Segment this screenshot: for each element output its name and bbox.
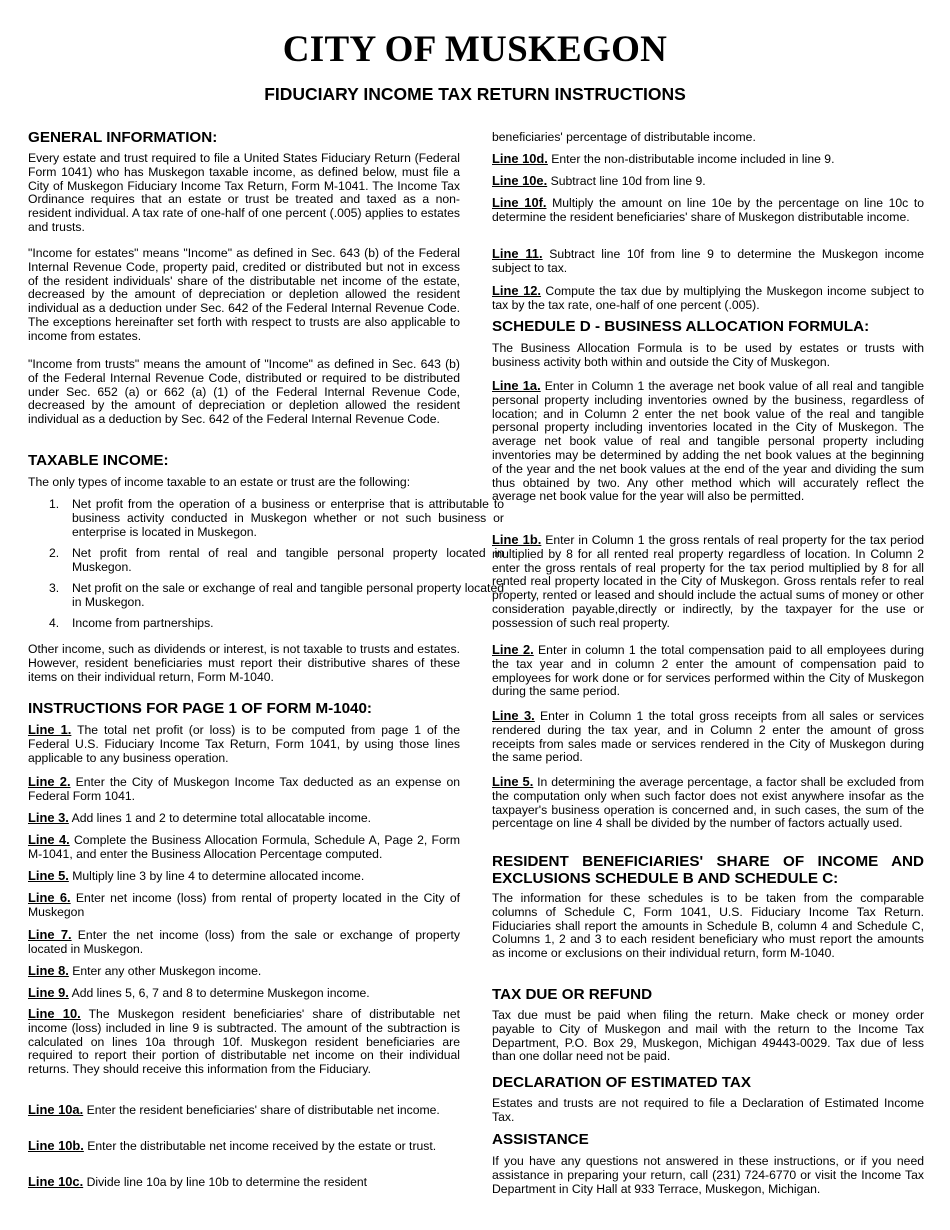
list-item: 2. Net profit from rental of real and tangible personal property located in Muskegon.: [49, 545, 504, 574]
section-heading-estimated: DECLARATION OF ESTIMATED TAX: [492, 1074, 752, 1091]
line-item: Line 1a. Enter in Column 1 the average net book value of all real and tangible personal property including inventories owned by the business, regardless of location; and in Column 2 enter the net book value of the real and tangible personal property including inventories located in the City of Muskegon. The average net book value of real and tangible personal property including inventories may be determined by adding the net book values at the beginning of the year and the net book values at the end of the year and dividing the sum thus obtained by two. Any other method which will accurately reflect the average net book value for the year will also be permitted.: [492, 378, 924, 504]
section-heading-tax-due: TAX DUE OR REFUND: [492, 986, 653, 1003]
section-heading-assistance: ASSISTANCE: [492, 1131, 589, 1148]
section-heading-general: GENERAL INFORMATION:: [28, 129, 218, 146]
list-item: 3. Net profit on the sale or exchange of real and tangible personal property located in Muskegon.: [49, 580, 504, 609]
estimated-text: Estates and trusts are not required to file a Declaration of Estimated Income Tax.: [492, 1096, 924, 1124]
list-item: 1. Net profit from the operation of a business or enterprise that is attributable to business activity conducted in Muskegon whether or not such business or enterprise is located in Muskegon.: [49, 497, 504, 539]
line-item: Line 2. Enter the City of Muskegon Income Tax deducted as an expense on Federal Form 1041.: [28, 774, 460, 803]
line-item: Line 1. The total net profit (or loss) is to be computed from page 1 of the Federal U.S. Fiduciary Income Tax Return, Form 1041, by using those lines applicable to any business operation.: [28, 722, 460, 765]
line-item: Line 3. Add lines 1 and 2 to determine total allocatable income.: [28, 810, 372, 825]
line-item: Line 1b. Enter in Column 1 the gross rentals of real property for the tax period multiplied by 8 for all rented real property regardless of location. In Column 2 enter the gross rentals of real property for the tax period multiplied by 8 for all rented real property located in the City of Muskegon. Gross rentals refer to real property, rented or leased and should include the actual sums of money or other consideration payable,directly or indirectly, by the taxpayer for the use or possession of such real property.: [492, 532, 924, 630]
general-paragraph-3: "Income from trusts" means the amount of "Income" as defined in Sec. 643 (b) of the Federal Internal Revenue Code, distributed or required to be distributed under Sec. 652 (a) or 662 (a) (1) of the Federal Internal Revenue Code, decreased by the amount of depreciation or depletion allowed the resident individual as a deduction by Sec. 642 of the Federal Internal Revenue Code.: [28, 357, 460, 427]
page-subtitle: FIDUCIARY INCOME TAX RETURN INSTRUCTIONS: [264, 84, 686, 104]
assistance-text: If you have any questions not answered in these instructions, or if you need assistance in preparing your return, call (231) 724-6770 or visit the Income Tax Department in City Hall at 933 Terrace, Muskegon, Michigan.: [492, 1154, 924, 1196]
line-item: Line 10c. Divide line 10a by line 10b to determine the resident: [28, 1174, 368, 1189]
line-item: Line 10. The Muskegon resident beneficiaries' share of distributable net income (loss) included in line 9 is subtracted. The amount of the subtraction is calculated on lines 10a through 10f. Muskegon resident beneficiaries are required to report their portion of distributable net income on their individual returns. They should receive this information from the Fiduciary.: [28, 1006, 460, 1077]
general-paragraph-1: Every estate and trust required to file a United States Fiduciary Return (Federal Form 1041) who has Muskegon taxable income, as defined below, must file a City of Muskegon Fiduciary Income Tax Return, Form M-1041. The Income Tax Ordinance requires that an estate or trust be treated and taxed as a non-resident individual. A tax rate of one-half of one percent (.005) applies to estates and trusts.: [28, 151, 460, 234]
section-heading-resident: RESIDENT BENEFICIARIES' SHARE OF INCOME AND EXCLUSIONS SCHEDULE B AND SCHEDULE C:: [492, 853, 924, 887]
general-paragraph-2: "Income for estates" means "Income" as defined in Sec. 643 (b) of the Federal Internal Revenue Code, property paid, credited or distributed but not in excess of the resident individuals' share of the distributable net income of the estate, decreased by the amount of depreciation or depletion allowed the resident individual as a deduction under Sec. 642 of the Federal Internal Revenue Code. The exceptions hereinafter set forth with respect to trusts are also applicable to income from estates.: [28, 246, 460, 343]
line-item: Line 9. Add lines 5, 6, 7 and 8 to determine Muskegon income.: [28, 985, 370, 1000]
line-item: Line 3. Enter in Column 1 the total gross receipts from all sales or services rendered during the tax year, and in Column 2 enter the amount of gross receipts from sales made or services rendered in the City of Muskegon during the same period.: [492, 708, 924, 765]
line-item: Line 10a. Enter the resident beneficiaries' share of distributable net income.: [28, 1102, 440, 1117]
line-item: Line 10e. Subtract line 10d from line 9.: [492, 173, 706, 188]
page-title: CITY OF MUSKEGON: [282, 29, 668, 70]
resident-text: The information for these schedules is to be taken from the comparable columns of Schedule C, Form 1041, U.S. Fiduciary Income Tax Return. Fiduciaries shall report the amounts in Schedule B, column 4 and Schedule C, Columns 1, 2 and 3 to each resident beneficiary who must report the amounts as income or exclusions on their individual return, form M-1040.: [492, 891, 924, 961]
line-item: Line 10d. Enter the non-distributable income included in line 9.: [492, 151, 835, 166]
line-item: Line 8. Enter any other Muskegon income.: [28, 963, 262, 978]
section-heading-schedule-d: SCHEDULE D - BUSINESS ALLOCATION FORMULA:: [492, 318, 870, 335]
line-item: Line 4. Complete the Business Allocation Formula, Schedule A, Page 2, Form M-1041, and enter the Business Allocation Percentage computed.: [28, 832, 460, 861]
line-item: Line 7. Enter the net income (loss) from the sale or exchange of property located in Muskegon.: [28, 927, 460, 956]
line-item: Line 10f. Multiply the amount on line 10e by the percentage on line 10c to determine the resident beneficiaries' share of Muskegon distributable income.: [492, 195, 925, 224]
tax-due-text: Tax due must be paid when filing the return. Make check or money order payable to City of Muskegon and mail with the return to the Income Tax Department, P.O. Box 29, Muskegon, Michigan 49443-0029. Tax due of less than one dollar need not be paid.: [492, 1008, 924, 1064]
list-item: 4. Income from partnerships.: [49, 616, 214, 631]
section-heading-page1: INSTRUCTIONS FOR PAGE 1 OF FORM M-1040:: [28, 700, 372, 717]
taxable-intro: The only types of income taxable to an estate or trust are the following:: [28, 475, 411, 489]
line-item: Line 12. Compute the tax due by multiplying the Muskegon income subject to tax by the tax rate, one-half of one percent (.005).: [492, 283, 924, 312]
line-item: Line 5. In determining the average percentage, a factor shall be excluded from the computation only when such factor does not exist anywhere insofar as the taxpayer's business operation is concerned and, in such cases, the sum of the percentage on line 4 shall be divided by the number of factors actually used.: [492, 774, 924, 831]
schedule-d-intro: The Business Allocation Formula is to be used by estates or trusts with business activity both within and outside the City of Muskegon.: [492, 341, 924, 369]
taxable-other-income: Other income, such as dividends or interest, is not taxable to trusts and estates. However, resident beneficiaries must report their distributive shares of these items on their individual return, Form M-1040.: [28, 642, 460, 684]
taxable-income-list: [28, 498, 504, 638]
line-item: Line 10b. Enter the distributable net income received by the estate or trust.: [28, 1138, 437, 1153]
line-item-continued: beneficiaries' percentage of distributable income.: [492, 130, 756, 144]
line-item: Line 11. Subtract line 10f from line 9 to determine the Muskegon income subject to tax.: [492, 246, 924, 275]
line-item: Line 2. Enter in column 1 the total compensation paid to all employees during the tax year and in column 2 enter the amount of compensation paid to employees for work done or for services performed within the City of Muskegon during the same period.: [492, 642, 924, 699]
line-item: Line 6. Enter net income (loss) from rental of property located in the City of Muskegon: [28, 890, 460, 919]
line-item: Line 5. Multiply line 3 by line 4 to determine allocated income.: [28, 868, 365, 883]
section-heading-taxable: TAXABLE INCOME:: [28, 452, 169, 469]
